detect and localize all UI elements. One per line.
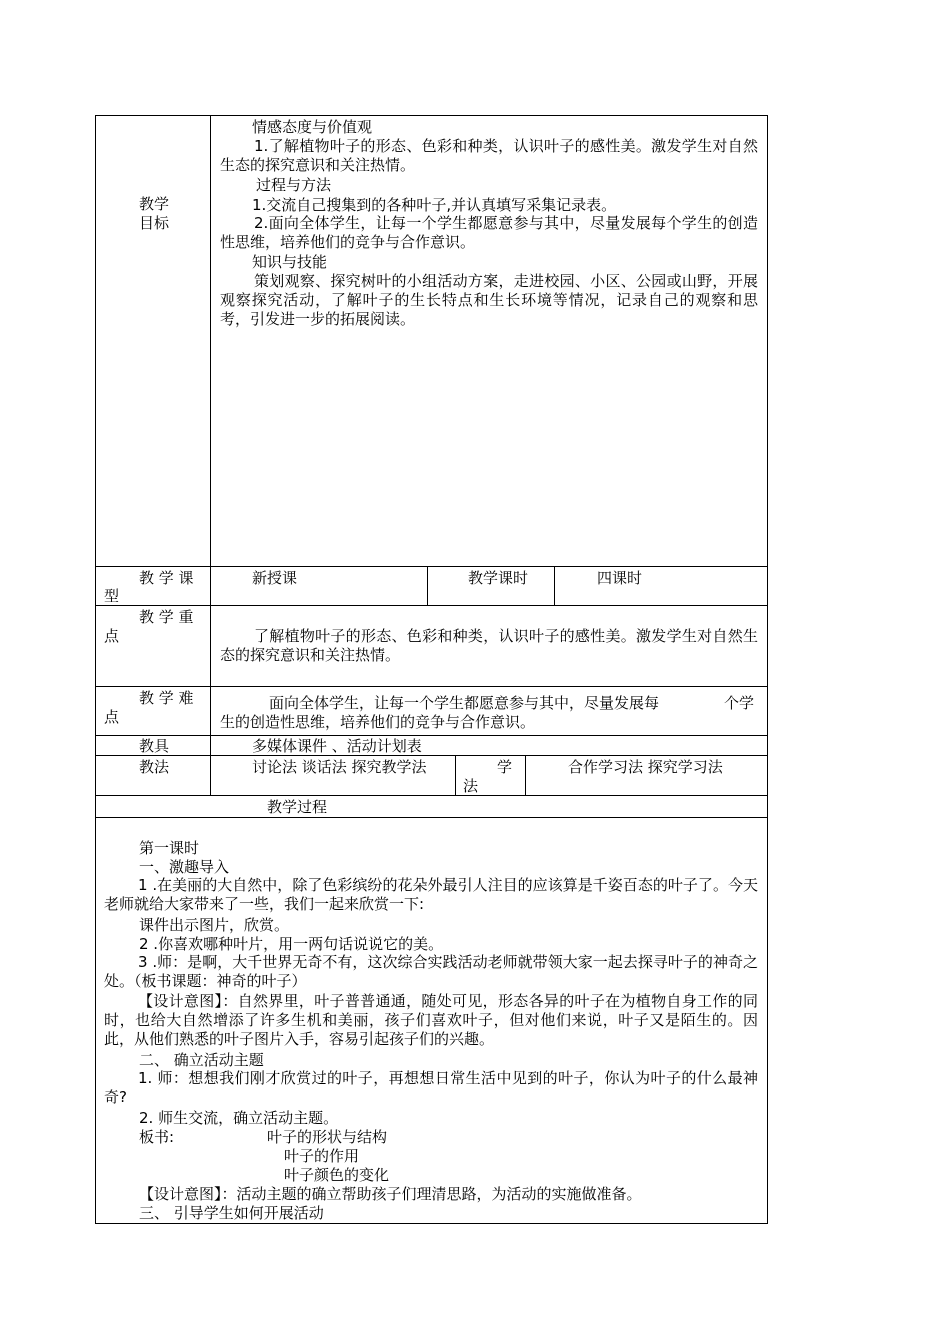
- objectives-label-line1: 教学: [139, 195, 170, 213]
- process-line: 板书:: [139, 1128, 175, 1146]
- row-line: [95, 115, 768, 116]
- process-line: 1. 师：想想我们刚才欣赏过的叶子，再想想日常生活中见到的叶子，你认为叶子的什么最神奇?: [104, 1069, 758, 1106]
- process-line: 二、 确立活动主题: [139, 1051, 264, 1069]
- tools-value: 多媒体课件 、活动计划表: [252, 737, 422, 755]
- row-line: [95, 566, 768, 567]
- process-line: 2 .你喜欢哪种叶片，用一两句话说说它的美。: [139, 935, 444, 953]
- col-line: [554, 566, 555, 605]
- process-line: 叶子的作用: [284, 1147, 360, 1165]
- key-points-label-line2: 点: [104, 627, 120, 645]
- row-line: [95, 795, 768, 796]
- teach-method-label: 教法: [139, 758, 170, 776]
- objectives-process-item1: 1.交流自己搜集到的各种叶子,并认真填写采集记录表。: [252, 196, 617, 214]
- lesson-type-value: 新授课: [252, 569, 298, 587]
- col-line: [525, 755, 526, 795]
- lesson-hours-value: 四课时: [597, 569, 643, 587]
- row-line: [95, 686, 768, 687]
- learn-method-value: 合作学习法 探究学习法: [568, 758, 723, 776]
- teach-method-value: 讨论法 谈话法 探究教学法: [252, 758, 427, 776]
- objectives-knowledge-text: 策划观察、探究树叶的小组活动方案，走进校园、小区、公园或山野，开展观察探究活动，了解叶子的生长特点和生长环境等情况，记录自己的观察和思考，引发进一步的拓展阅读。: [220, 272, 758, 328]
- objectives-label-line2: 目标: [139, 214, 170, 232]
- col-line: [427, 566, 428, 605]
- process-line: 3 .师：是啊，大千世界无奇不有，这次综合实践活动老师就带领大家一起去探寻叶子的神奇之处。（板书课题：神奇的叶子）: [104, 953, 758, 990]
- process-line: 三、 引导学生如何开展活动: [139, 1204, 324, 1222]
- process-line: 1 .在美丽的大自然中，除了色彩缤纷的花朵外最引人注目的应该算是千姿百态的叶子了。今天老师就给大家带来了一些，我们一起来欣赏一下:: [104, 876, 758, 913]
- tools-label: 教具: [139, 737, 170, 755]
- key-points-text: 了解植物叶子的形态、色彩和种类，认识叶子的感性美。激发学生对自然生态的探究意识和关注热情。: [220, 627, 758, 664]
- key-points-label-line1: 教 学 重: [139, 608, 194, 626]
- row-line: [95, 755, 768, 756]
- difficulties-label-line1: 教 学 难: [139, 689, 194, 707]
- row-line: [95, 605, 768, 606]
- process-line: 一、激趣导入: [139, 858, 230, 876]
- lesson-type-label-line1: 教 学 课: [139, 569, 194, 587]
- process-line: 【设计意图】：自然界里，叶子普普通通，随处可见，形态各异的叶子在为植物自身工作的同时，也给大自然增添了许多生机和美丽，孩子们喜欢叶子，但对他们来说，叶子又是陌生的。因此，从他们熟悉的叶子图片入手，容易引起孩子们的兴趣。: [104, 992, 758, 1048]
- process-line: 【设计意图】：活动主题的确立帮助孩子们理清思路，为活动的实施做准备。: [139, 1185, 642, 1203]
- lesson-hours-label: 教学课时: [468, 569, 529, 587]
- process-line: 2. 师生交流，确立活动主题。: [139, 1109, 339, 1127]
- process-line: 叶子的形状与结构: [267, 1128, 388, 1146]
- col-line: [95, 115, 96, 1223]
- row-line: [95, 735, 768, 736]
- process-heading: 教学过程: [267, 798, 328, 816]
- difficulties-text-line2: 生的创造性思维，培养他们的竞争与合作意识。: [220, 713, 536, 731]
- difficulties-label-line2: 点: [104, 708, 120, 726]
- difficulties-text-line1-end: 个学: [724, 694, 755, 712]
- process-line: 第一课时: [139, 839, 200, 857]
- objectives-heading-knowledge: 知识与技能: [252, 253, 328, 271]
- col-line: [767, 115, 768, 1223]
- col-line: [455, 755, 456, 795]
- row-line: [95, 817, 768, 818]
- process-line: 叶子颜色的变化: [284, 1166, 390, 1184]
- difficulties-text-line1: 面向全体学生，让每一个学生都愿意参与其中，尽量发展每: [269, 694, 660, 712]
- lesson-type-label-line2: 型: [104, 587, 120, 605]
- row-line: [95, 1223, 768, 1224]
- learn-method-label-line2: 法: [463, 777, 479, 795]
- objectives-heading-process: 过程与方法: [256, 176, 332, 194]
- objectives-heading-attitude: 情感态度与价值观: [252, 118, 373, 136]
- objectives-attitude-text: 1.了解植物叶子的形态、色彩和种类，认识叶子的感性美。激发学生对自然生态的探究意识和关注热情。: [220, 137, 758, 174]
- process-line: 课件出示图片，欣赏。: [139, 916, 290, 934]
- objectives-process-item2: 2.面向全体学生，让每一个学生都愿意参与其中，尽量发展每个学生的创造性思维，培养他们的竞争与合作意识。: [220, 214, 758, 251]
- col-line: [210, 115, 211, 795]
- learn-method-label-line1: 学: [497, 758, 513, 776]
